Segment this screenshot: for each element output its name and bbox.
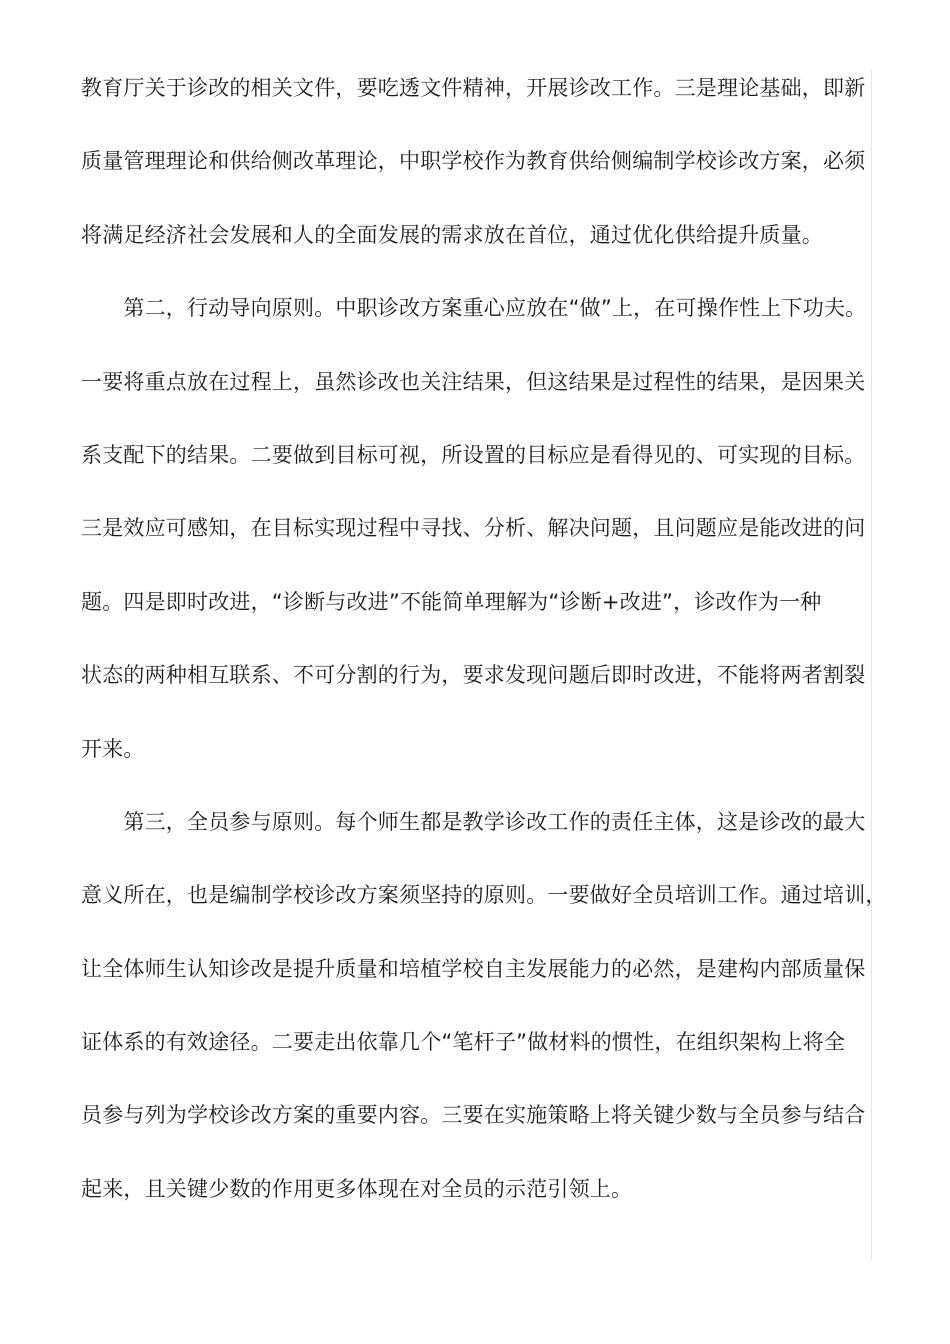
body-text — [81, 68, 887, 1242]
text-line: 教育厅关于诊改的相关文件，要吃透文件精神，开展诊改工作。三是理论基础，即新 — [81, 76, 866, 100]
text-line: 题。四是即时改进，“诊断与改进”不能简单理解为“诊断+改进”，诊改作为一种 — [81, 589, 822, 614]
text-line: 一要将重点放在过程上，虽然诊改也关注结果，但这结果是过程性的结果，是因果关 — [81, 369, 866, 394]
text-line: 第三，全员参与原则。每个师生都是教学诊改工作的责任主体，这是诊改的最大 — [81, 809, 866, 834]
text-line: 将满足经济社会发展和人的全面发展的需求放在首位，通过优化供给提升质量。 — [81, 222, 823, 247]
text-line: 意义所在，也是编制学校诊改方案须坚持的原则。一要做好全员培训工作。通过培训， — [81, 883, 887, 908]
text-line: 系支配下的结果。二要做到目标可视，所设置的目标应是看得见的、可实现的目标。 — [81, 442, 866, 467]
text-line: 员参与列为学校诊改方案的重要内容。三要在实施策略上将关键少数与全员参与结合 — [81, 1103, 866, 1128]
text-line: 开来。 — [81, 736, 145, 761]
text-line: 证体系的有效途径。二要走出依靠几个“笔杆子”做材料的惯性，在组织架构上将全 — [81, 1030, 846, 1055]
text-line: 让全体师生认知诊改是提升质量和培植学校自主发展能力的必然，是建构内部质量保 — [81, 956, 866, 981]
text-line: 三是效应可感知，在目标实现过程中寻找、分析、解决问题，且问题应是能改进的问 — [81, 516, 866, 541]
text-line: 质量管理理论和供给侧改革理论，中职学校作为教育供给侧编制学校诊改方案，必须 — [81, 149, 866, 174]
text-line: 起来，且关键少数的作用更多体现在对全员的示范引领上。 — [81, 1176, 633, 1201]
text-line: 状态的两种相互联系、不可分割的行为，要求发现问题后即时改进，不能将两者割裂 — [81, 663, 866, 688]
text-line: 第二，行动导向原则。中职诊改方案重心应放在“做”上，在可操作性上下功夫。 — [81, 296, 867, 321]
